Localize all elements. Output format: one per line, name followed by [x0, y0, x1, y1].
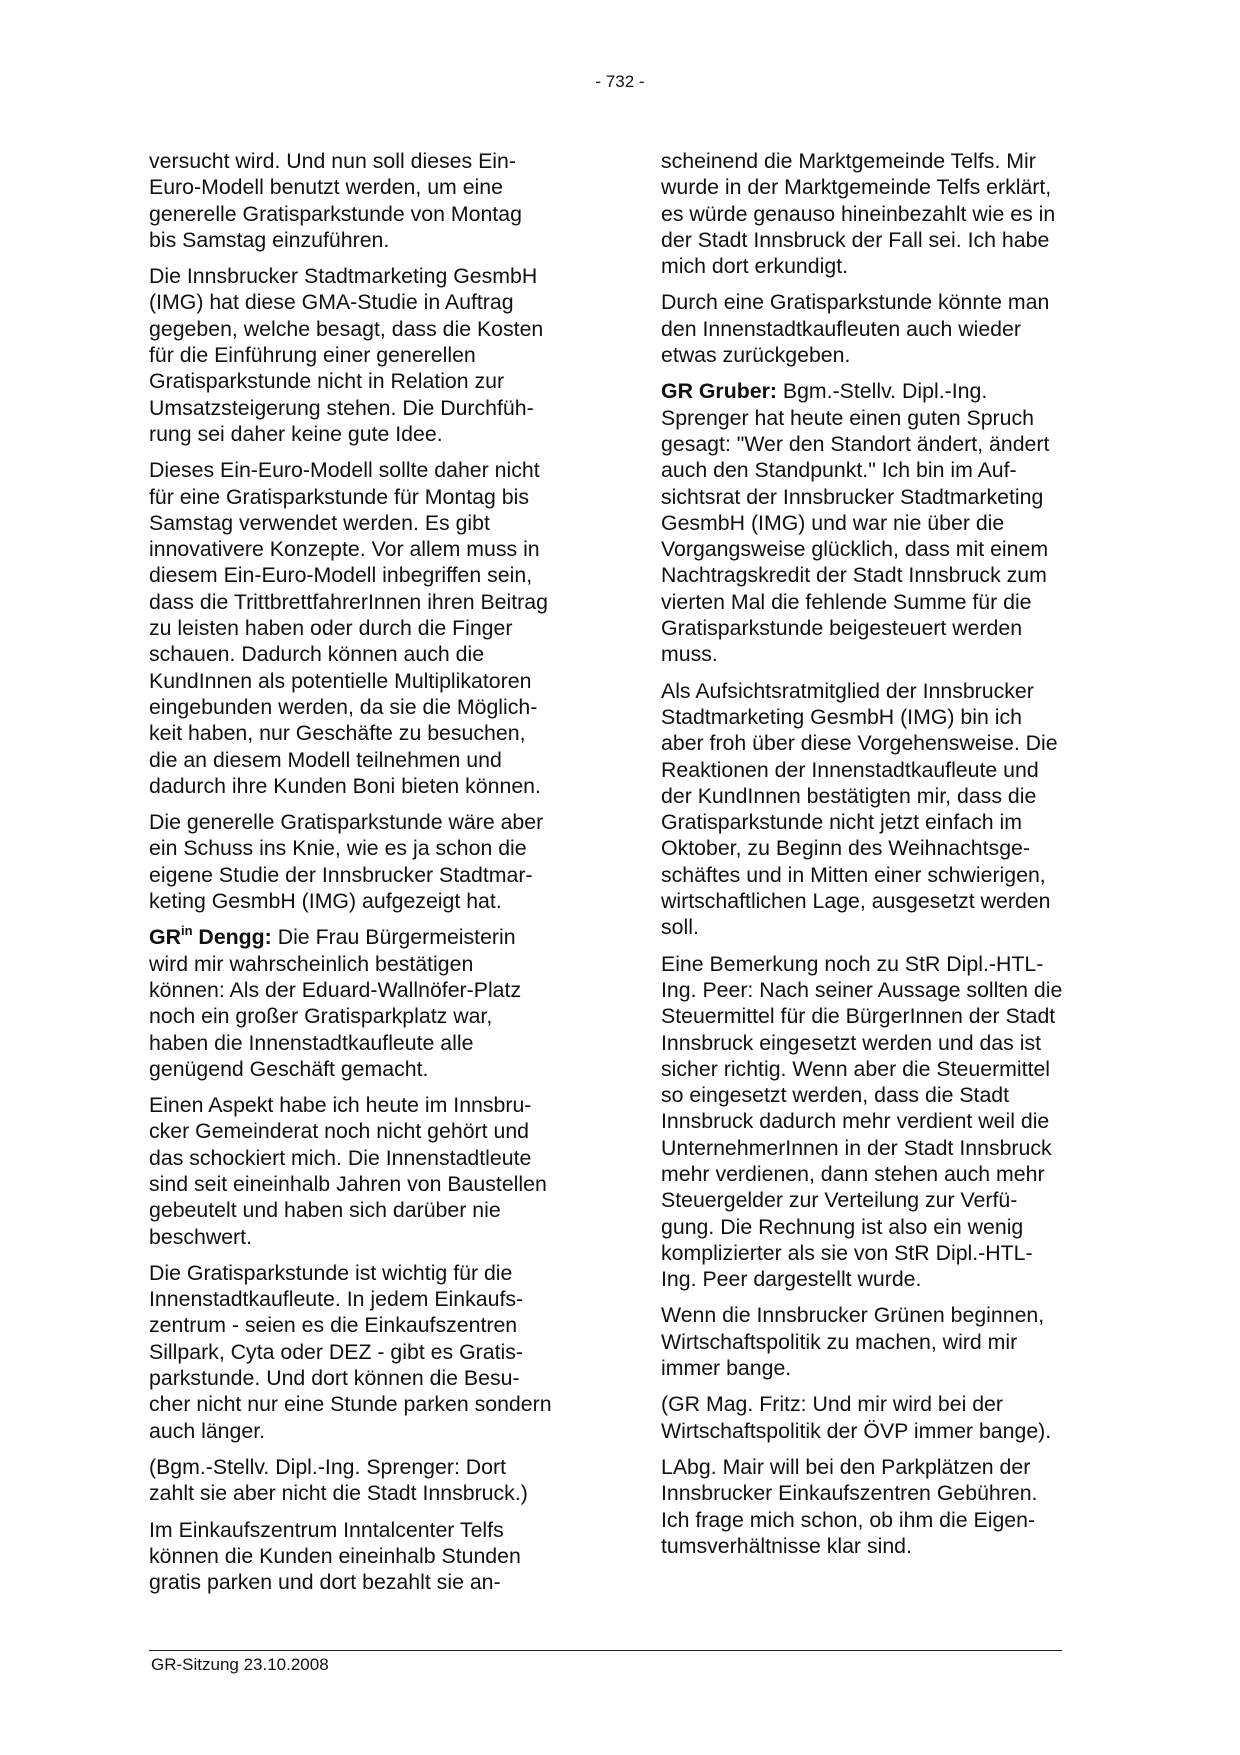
paragraph: Die Gratisparkstunde ist wichtig für die Innenstadtkaufleute. In jedem Einkaufs- zentrum - seien es die Einkaufszentren Sillpark, Cyta oder DEZ - gibt es Gratis- parkstunde. Und dort können die Besu- cher nicht nur eine Stunde parken sondern auch länger.	[149, 1260, 552, 1443]
paragraph: Im Einkaufszentrum Inntalcenter Telfs können die Kunden eineinhalb Stunden gratis parken und dort bezahlt sie an-	[149, 1517, 521, 1595]
paragraph: Als Aufsichtsratmitglied der Innsbrucker Stadtmarketing GesmbH (IMG) bin ich aber froh über diese Vorgehensweise. Die Reaktionen der Innenstadtkaufleute und der KundInnen bestätigten mir, dass die Gratisparkstunde nicht jetzt einfach im Oktober, zu Beginn des Weihnachtsge- schäftes und in Mitten einer schwierigen, wirtschaftlichen Lage, ausgesetzt werden soll.	[661, 678, 1058, 940]
speaker-title-superscript: in	[180, 923, 193, 939]
paragraph: versucht wird. Und nun soll dieses Ein- Euro-Modell benutzt werden, um eine generelle Gratisparkstunde von Montag bis Samstag einzuführen.	[149, 149, 522, 252]
interjection: (Bgm.-Stellv. Dipl.-Ing. Sprenger: Dort zahlt sie aber nicht die Stadt Innsbruck.)	[149, 1454, 528, 1506]
speech-paragraph-dengg	[149, 924, 599, 1082]
page-number: - 732 -	[595, 72, 645, 91]
footer-divider	[149, 1650, 1062, 1651]
paragraph: Die generelle Gratisparkstunde wäre aber ein Schuss ins Knie, wie es ja schon die eigene Studie der Innsbrucker Stadtmar- keting GesmbH (IMG) aufgezeigt hat.	[149, 810, 544, 914]
paragraph: Dieses Ein-Euro-Modell sollte daher nicht für eine Gratisparkstunde für Montag bis Samstag verwendet werden. Es gibt innovativere Konzepte. Vor allem muss in diesem Ein-Euro-Modell inbegriffen sein, dass die TrittbrettfahrerInnen ihren Beitrag zu leisten haben oder durch die Finger schauen. Dadurch können auch die KundInnen als potentielle Multiplikatoren eingebunden werden, da sie die Möglich- keit haben, nur Geschäfte zu besuchen, die an diesem Modell teilnehmen und dadurch ihre Kunden Boni bieten können.	[149, 458, 548, 798]
speech-text: Die Frau Bürgermeisterin wird mir wahrscheinlich bestätigen können: Als der Eduard-Wallnöfer-Platz noch ein großer Gratisparkplatz war, haben die Innenstadtkaufleute alle genügend Geschäft gemacht.	[149, 925, 522, 1081]
speaker-name	[149, 925, 272, 949]
speaker-name: GR Gruber:	[661, 379, 777, 404]
paragraph: scheinend die Marktgemeinde Telfs. Mir wurde in der Marktgemeinde Telfs erklärt, es würde genauso hineinbezahlt wie es in der Stadt Innsbruck der Fall sei. Ich habe mich dort erkundigt.	[661, 149, 1056, 279]
paragraph: Durch eine Gratisparkstunde könnte man den Innenstadtkaufleuten auch wieder etwas zurückgeben.	[661, 290, 1050, 368]
speech-text: Bgm.-Stellv. Dipl.-Ing. Sprenger hat heute einen guten Spruch gesagt: "Wer den Standort ändert, ändert auch den Standpunkt." Ich bin im Auf- sichtsrat der Innsbrucker Stadtmarketing GesmbH (IMG) und war nie über die Vorgangsweise glücklich, dass mit einem Nachtragskredit der Stadt Innsbruck zum vierten Mal die fehlende Summe für die Gratisparkstunde beigesteuert werden muss.	[661, 379, 1050, 667]
speaker-surname: Dengg:	[192, 925, 272, 950]
paragraph: LAbg. Mair will bei den Parkplätzen der Innsbrucker Einkaufszentren Gebühren. Ich frage mich schon, ob ihm die Eigen- tumsverhältnisse klar sind.	[661, 1454, 1038, 1558]
paragraph: Eine Bemerkung noch zu StR Dipl.-HTL- Ing. Peer: Nach seiner Aussage sollten die Steuermittel für die BürgerInnen der Stadt Innsbruck eingesetzt werden und das ist sicher richtig. Wenn aber die Steuermittel so eingesetzt werden, dass die Stadt Innsbruck dadurch mehr verdient weil die UnternehmerInnen in der Stadt Innsbruck mehr verdienen, dann stehen auch mehr Steuergelder zur Verteilung zur Verfü- gung. Die Rechnung ist also ein wenig komplizierter als sie von StR Dipl.-HTL- Ing. Peer dargestellt wurde.	[661, 951, 1063, 1292]
paragraph: Einen Aspekt habe ich heute im Innsbru- cker Gemeinderat noch nicht gehört und das schockiert mich. Die Innenstadtleute sind seit eineinhalb Jahren von Baustellen gebeutelt und haben sich darüber nie beschwert.	[149, 1093, 547, 1249]
speaker-title: GR	[149, 925, 181, 950]
right-column	[661, 148, 1111, 1569]
left-column	[149, 148, 599, 1605]
footer-session-date: GR-Sitzung 23.10.2008	[151, 1655, 329, 1674]
paragraph: Die Innsbrucker Stadtmarketing GesmbH (IMG) hat diese GMA-Studie in Auftrag gegeben, welche besagt, dass die Kosten für die Einführung einer generellen Gratisparkstunde nicht in Relation zur Umsatzsteigerung stehen. Die Durchfüh- rung sei daher keine gute Idee.	[149, 264, 544, 446]
interjection: (GR Mag. Fritz: Und mir wird bei der Wirtschaftspolitik der ÖVP immer bange).	[661, 1392, 1052, 1443]
speech-paragraph-gruber	[661, 378, 1111, 667]
paragraph: Wenn die Innsbrucker Grünen beginnen, Wirtschaftspolitik zu machen, wird mir immer bange.	[661, 1303, 1045, 1381]
